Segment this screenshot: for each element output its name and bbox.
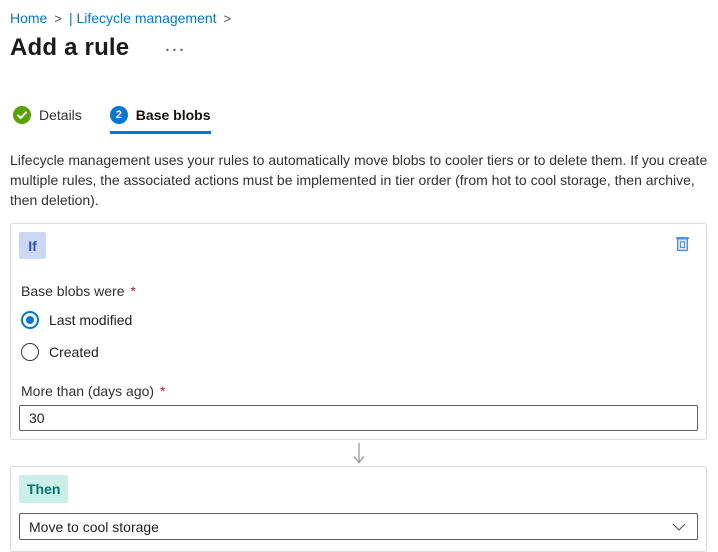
required-asterisk: * [130, 283, 136, 299]
delete-condition-button[interactable] [675, 235, 690, 252]
more-than-days-label [21, 383, 698, 399]
required-asterisk: * [159, 383, 166, 399]
flow-connector [0, 442, 718, 466]
radio-button-icon [21, 311, 39, 329]
then-badge: Then [19, 475, 68, 503]
tab-base-blobs[interactable] [110, 106, 211, 134]
radio-option-created[interactable] [21, 343, 99, 361]
page-title: Add a rule [10, 34, 130, 61]
if-card-header [19, 232, 698, 259]
more-than-days-text: More than (days ago) [21, 383, 155, 399]
radio-button-icon [21, 343, 39, 361]
radio-option-created-label: Created [49, 344, 99, 360]
radio-option-last-modified-label: Last modified [49, 312, 133, 328]
more-options-button[interactable]: ··· [165, 42, 187, 59]
then-action-card [10, 466, 707, 552]
if-badge: If [19, 232, 46, 259]
if-condition-card [10, 223, 707, 440]
breadcrumb-separator-icon: > [54, 11, 62, 26]
radio-option-last-modified[interactable] [21, 311, 132, 329]
down-arrow-icon [351, 443, 367, 465]
tab-details[interactable] [13, 106, 82, 134]
action-dropdown[interactable] [19, 513, 698, 540]
complete-check-icon [13, 106, 31, 124]
tab-base-blobs-label: Base blobs [135, 107, 211, 123]
step-2-badge: 2 [110, 106, 128, 124]
tab-bar [13, 106, 718, 134]
tab-details-label: Details [39, 107, 82, 123]
add-rule-page [0, 10, 718, 535]
action-dropdown-value: Move to cool storage [29, 518, 159, 535]
breadcrumb-separator-icon: > [223, 11, 232, 26]
base-blobs-were-label [21, 283, 698, 299]
chevron-down-icon [672, 523, 686, 531]
breadcrumb-link-lifecycle-management[interactable]: | Lifecycle management [68, 10, 217, 26]
breadcrumb-link-home[interactable]: Home [10, 10, 48, 26]
base-blobs-were-text: Base blobs were [21, 283, 125, 299]
page-description: Lifecycle management uses your rules to automatically move blobs to cooler tiers or to delete them. If you create multiple rules, the associated actions must be implemented in tier order (from hot to cool storage, then archive, then deletion). [10, 152, 708, 208]
days-ago-input[interactable] [19, 405, 698, 431]
page-header [10, 34, 718, 62]
trash-icon [675, 235, 690, 252]
breadcrumb [10, 10, 718, 27]
